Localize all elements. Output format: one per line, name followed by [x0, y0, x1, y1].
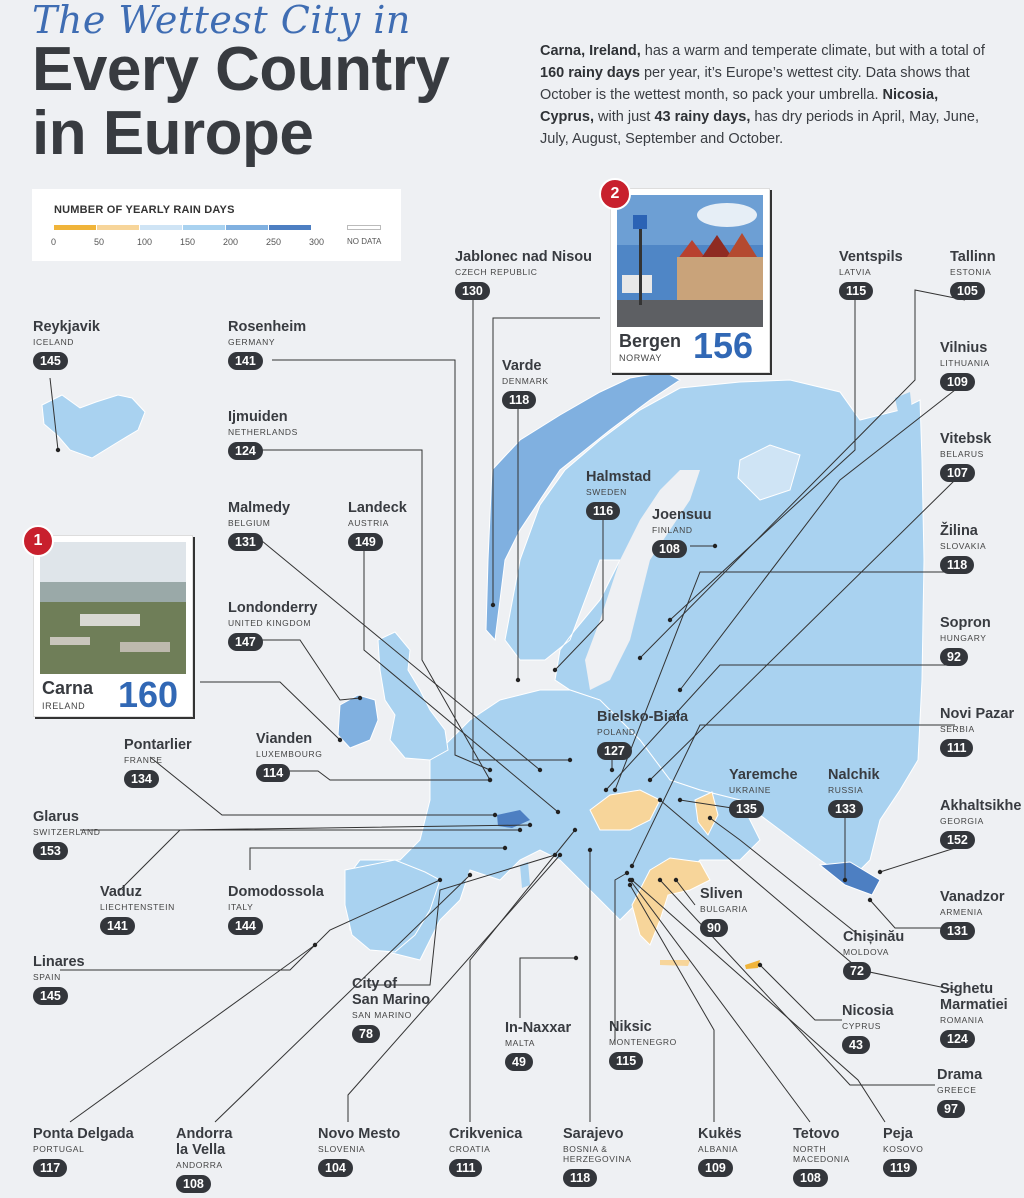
rain-days-badge: 111	[449, 1159, 482, 1177]
country-name: PORTUGAL	[33, 1144, 85, 1154]
legend-tick-label: 300	[309, 237, 325, 247]
featured-card-bergen	[610, 188, 770, 373]
city-label-sanmarino	[352, 976, 430, 1043]
country-name: ANDORRA	[176, 1160, 223, 1170]
legend-tick-label: 0	[51, 237, 57, 247]
rain-days-badge: 130	[455, 282, 490, 300]
city-dot-vianden	[488, 778, 492, 782]
city-name: Kukës	[698, 1126, 742, 1142]
city-name: Landeck	[348, 500, 407, 516]
city-name: Vilnius	[940, 340, 988, 356]
country-name: BELARUS	[940, 449, 984, 459]
baltic-island	[895, 392, 912, 412]
rain-days-badge: 116	[586, 502, 620, 520]
city-dot-linares	[438, 878, 442, 882]
featured-city-name: Carna	[42, 678, 94, 698]
city-name: City of San Marino	[352, 976, 431, 1008]
leader-line-nicosia	[760, 965, 842, 1020]
rain-days-badge: 118	[563, 1169, 597, 1187]
city-label-ijmuiden	[228, 409, 298, 460]
country-name: CROATIA	[449, 1144, 491, 1154]
city-dot-malmedy	[538, 768, 542, 772]
city-label-reykjavik	[33, 319, 100, 370]
city-name: Tetovo	[793, 1126, 840, 1142]
city-label-novomesto	[318, 1126, 400, 1177]
city-dot-varde	[516, 678, 520, 682]
rain-days-badge: 43	[842, 1036, 870, 1054]
rain-days-badge: 118	[502, 391, 536, 409]
city-name: Tallinn	[950, 249, 996, 265]
city-dot-tallinn	[638, 656, 642, 660]
city-label-pontarlier	[124, 737, 192, 788]
country-name: ESTONIA	[950, 267, 992, 277]
city-dot-novomesto	[558, 853, 562, 857]
city-dot-nicosia	[758, 963, 762, 967]
city-name: Bielsko-Biała	[597, 709, 689, 725]
city-dot-sanmarino	[553, 853, 557, 857]
country-name: MOLDOVA	[843, 947, 890, 957]
city-label-londonderry	[228, 600, 317, 651]
country-name: ROMANIA	[940, 1015, 984, 1025]
city-name: Yaremche	[729, 767, 798, 783]
country-name: MONTENEGRO	[609, 1037, 677, 1047]
carna-photo	[40, 542, 186, 674]
city-label-chisinau	[843, 929, 904, 980]
rain-days-badge: 149	[348, 533, 383, 551]
city-name: Žilina	[940, 523, 978, 539]
rain-days-badge: 153	[33, 842, 68, 860]
rain-days-badge: 117	[33, 1159, 67, 1177]
city-name: Andorra la Vella	[176, 1126, 233, 1158]
country-name: ALBANIA	[698, 1144, 739, 1154]
city-dot-innaxxar	[574, 956, 578, 960]
city-name: Akhaltsikhe	[940, 798, 1022, 814]
country-name: CYPRUS	[842, 1021, 882, 1031]
featured-city-name: Bergen	[619, 331, 682, 351]
rain-days-badge: 135	[729, 800, 764, 818]
country-name: CZECH REPUBLIC	[455, 267, 538, 277]
city-label-tetovo	[793, 1126, 850, 1187]
leader-line-rosenheim	[272, 360, 490, 770]
country-name: SAN MARINO	[352, 1010, 412, 1020]
city-name: Drama	[937, 1067, 983, 1083]
featured-card-carna	[33, 535, 193, 717]
rain-days-badge: 111	[940, 739, 973, 757]
city-label-glarus	[33, 809, 101, 860]
country-name: BOSNIA & HERZEGOVINA	[563, 1144, 632, 1164]
script-title: The Wettest City in	[32, 0, 411, 42]
city-name: Sliven	[700, 886, 743, 902]
country-name: LATVIA	[839, 267, 872, 277]
city-label-pontadelgada	[33, 1126, 134, 1177]
country-name: GREECE	[937, 1085, 977, 1095]
leader-line-peja	[632, 880, 885, 1122]
rain-days-badge: 109	[698, 1159, 733, 1177]
city-name: Novi Pazar	[940, 706, 1015, 722]
country-name: POLAND	[597, 727, 636, 737]
city-dot-vilnius	[678, 688, 682, 692]
city-label-drama	[937, 1067, 982, 1118]
city-dot-niksic	[625, 871, 629, 875]
city-label-nicosia	[842, 1003, 894, 1054]
country-name: BELGIUM	[228, 518, 271, 528]
great-britain-shape	[378, 632, 448, 760]
legend-tick-label: 250	[266, 237, 282, 247]
city-name: Vianden	[256, 731, 313, 747]
city-label-vianden	[256, 731, 322, 782]
rain-days-badge: 127	[597, 742, 632, 760]
featured-rain-days: 156	[693, 325, 754, 366]
city-dot-halmstad	[553, 668, 557, 672]
city-label-bielsko	[597, 709, 688, 760]
featured-country-name: IRELAND	[42, 701, 86, 711]
city-name: Novo Mesto	[318, 1126, 401, 1142]
rain-days-badge: 115	[839, 282, 873, 300]
page-title-line1: Every Country	[32, 35, 450, 104]
intro-run: per year, it’s Europe’s wettest city. Data shows that October is the wettest month, so pack your umbrella.	[540, 65, 970, 103]
country-name: MALTA	[505, 1038, 536, 1048]
country-name: SERBIA	[940, 724, 975, 734]
country-name: HUNGARY	[940, 633, 987, 643]
country-name: FINLAND	[652, 525, 693, 535]
leader-line-innaxxar	[520, 958, 576, 1018]
city-name: Malmedy	[228, 500, 291, 516]
rain-days-badge: 108	[176, 1175, 211, 1193]
city-name: Glarus	[33, 809, 79, 825]
rain-days-badge: 119	[883, 1159, 917, 1177]
city-label-halmstad	[586, 469, 651, 520]
intro-run: has a warm and temperate climate, but with a total of	[640, 43, 985, 59]
city-name: Jablonec nad Nisou	[455, 249, 592, 265]
city-name: Domodossola	[228, 884, 324, 900]
country-name: ICELAND	[33, 337, 75, 347]
city-dot-glarus	[518, 828, 522, 832]
city-label-vilnius	[940, 340, 990, 391]
city-label-linares	[33, 954, 85, 1005]
city-name: Linares	[33, 954, 85, 970]
city-dot-ventspils	[668, 618, 672, 622]
rain-days-badge: 134	[124, 770, 159, 788]
city-dot-joensuu	[713, 544, 717, 548]
leader-line-akhaltsikhe	[880, 848, 955, 872]
rain-days-badge: 78	[352, 1025, 380, 1043]
intro-run: with just	[594, 109, 655, 125]
city-name: Londonderry	[228, 600, 318, 616]
city-name: Vaduz	[100, 884, 142, 900]
city-label-yaremche	[729, 767, 798, 818]
city-dot-bergen	[491, 603, 495, 607]
rain-days-badge: 90	[700, 919, 728, 937]
country-name: NETHERLANDS	[228, 427, 298, 437]
city-dot-novipazar	[630, 864, 634, 868]
city-dot-vanadzor	[868, 898, 872, 902]
ireland-shape	[338, 695, 378, 748]
city-label-jablonec	[455, 249, 592, 300]
city-dot-zilina	[613, 788, 617, 792]
rain-days-badge: 104	[318, 1159, 353, 1177]
legend-tick-label: 200	[223, 237, 239, 247]
rain-days-badge: 145	[33, 987, 68, 1005]
city-label-zilina	[940, 523, 986, 574]
rain-days-badge: 131	[940, 922, 975, 940]
rain-days-badge: 105	[950, 282, 985, 300]
city-label-vanadzor	[940, 889, 1004, 940]
rain-days-badge: 147	[228, 633, 263, 651]
country-name: SPAIN	[33, 972, 61, 982]
city-label-nalchik	[828, 767, 880, 818]
city-label-novipazar	[940, 706, 1014, 757]
cyprus-shape	[745, 960, 760, 969]
country-name: UNITED KINGDOM	[228, 618, 312, 628]
city-dot-crikvenica	[573, 828, 577, 832]
city-label-vaduz	[100, 884, 175, 935]
featured-rain-days: 160	[118, 674, 179, 715]
city-label-innaxxar	[505, 1020, 571, 1071]
city-label-akhaltsikhe	[940, 798, 1021, 849]
city-name: Halmstad	[586, 469, 652, 485]
city-dot-vaduz	[528, 823, 532, 827]
country-name: SLOVENIA	[318, 1144, 366, 1154]
city-label-crikvenica	[449, 1126, 522, 1177]
city-name: Peja	[883, 1126, 913, 1142]
city-label-ventspils	[839, 249, 903, 300]
city-name: Sighetu Marmatiei	[940, 981, 1008, 1013]
city-dot-drama	[658, 878, 662, 882]
rain-days-badge: 108	[652, 540, 687, 558]
country-name: UKRAINE	[729, 785, 771, 795]
city-dot-peja	[630, 878, 634, 882]
city-name: Ventspils	[839, 249, 903, 265]
country-name: KOSOVO	[883, 1144, 924, 1154]
sardinia-shape	[520, 862, 530, 888]
city-dot-reykjavik	[56, 448, 60, 452]
country-name: ARMENIA	[940, 907, 983, 917]
city-label-peja	[883, 1126, 923, 1177]
rank-badge-1: 1	[22, 525, 54, 557]
rain-days-badge: 114	[256, 764, 290, 782]
rain-days-badge: 49	[505, 1053, 533, 1071]
city-name: Nicosia	[842, 1003, 894, 1019]
city-name: Vitebsk	[940, 431, 992, 447]
intro-run: has dry periods in April, May, June, July, August, September and October.	[540, 109, 979, 147]
country-name: LIECHTENSTEIN	[100, 902, 175, 912]
city-dot-akhaltsikhe	[878, 870, 882, 874]
city-dot-landeck	[556, 810, 560, 814]
bergen-photo	[617, 195, 763, 327]
city-dot-vitebsk	[648, 778, 652, 782]
rain-days-badge: 144	[228, 917, 263, 935]
city-name: Pontarlier	[124, 737, 192, 753]
city-name: Crikvenica	[449, 1126, 523, 1142]
city-label-sighetu	[940, 981, 1008, 1048]
leader-line-pontadelgada	[70, 945, 315, 1122]
rain-days-badge: 152	[940, 831, 975, 849]
city-name: Varde	[502, 358, 542, 374]
city-name: Rosenheim	[228, 319, 307, 335]
rain-days-badge: 108	[793, 1169, 828, 1187]
city-label-niksic	[609, 1019, 677, 1070]
city-dot-pontarlier	[493, 813, 497, 817]
city-name: Sarajevo	[563, 1126, 624, 1142]
rain-days-badge: 107	[940, 464, 975, 482]
city-label-andorra	[176, 1126, 232, 1193]
city-name: Vanadzor	[940, 889, 1005, 905]
rain-days-badge: 92	[940, 648, 968, 666]
city-label-domodossola	[228, 884, 324, 935]
city-name: Joensuu	[652, 507, 712, 523]
legend-title: NUMBER OF YEARLY RAIN DAYS	[54, 204, 235, 216]
legend-tick-label: 50	[94, 237, 105, 247]
city-dot-chisinau	[708, 816, 712, 820]
country-name: SWEDEN	[586, 487, 627, 497]
city-dot-yaremche	[678, 798, 682, 802]
city-name: Sopron	[940, 615, 991, 631]
city-dot-bielsko	[610, 768, 614, 772]
city-dot-carna	[338, 738, 342, 742]
rain-days-badge: 109	[940, 373, 975, 391]
city-dot-kukes	[628, 883, 632, 887]
city-dot-domodossola	[503, 846, 507, 850]
city-name: Nalchik	[828, 767, 880, 783]
intro-run: Nicosia, Cyprus,	[540, 87, 939, 125]
country-name: AUSTRIA	[348, 518, 390, 528]
city-name: Ponta Delgada	[33, 1126, 134, 1142]
country-name: NORTH MACEDONIA	[793, 1144, 850, 1164]
city-name: Ijmuiden	[228, 409, 288, 425]
rain-days-badge: 115	[609, 1052, 643, 1070]
city-dot-sliven	[674, 878, 678, 882]
rain-days-badge: 118	[940, 556, 974, 574]
city-dot-rosenheim	[488, 768, 492, 772]
city-name: Chișinău	[843, 929, 905, 945]
city-label-varde	[502, 358, 549, 409]
city-label-joensuu	[652, 507, 712, 558]
country-name: GERMANY	[228, 337, 276, 347]
country-name: LITHUANIA	[940, 358, 990, 368]
city-name: Niksic	[609, 1019, 652, 1035]
rain-days-badge: 131	[228, 533, 263, 551]
rain-days-badge: 141	[100, 917, 135, 935]
country-name: DENMARK	[502, 376, 549, 386]
featured-country-name: NORWAY	[619, 353, 662, 363]
country-name: FRANCE	[124, 755, 163, 765]
rain-days-badge: 124	[228, 442, 263, 460]
country-name: SWITZERLAND	[33, 827, 101, 837]
country-name: ITALY	[228, 902, 254, 912]
rain-days-badge: 72	[843, 962, 871, 980]
intro-run: Carna, Ireland,	[540, 43, 641, 59]
page-title-line2: in Europe	[32, 99, 314, 168]
city-name: In-Naxxar	[505, 1020, 572, 1036]
rain-days-badge: 133	[828, 800, 863, 818]
city-dot-londonderry	[358, 696, 362, 700]
country-name: BULGARIA	[700, 904, 748, 914]
city-dot-jablonec	[568, 758, 572, 762]
rain-days-badge: 124	[940, 1030, 975, 1048]
rain-days-badge: 141	[228, 352, 263, 370]
city-label-kukes	[698, 1126, 742, 1177]
country-name: LUXEMBOURG	[256, 749, 323, 759]
city-dot-nalchik	[843, 878, 847, 882]
city-label-tallinn	[950, 249, 996, 300]
city-label-landeck	[348, 500, 407, 551]
georgia-shape	[820, 862, 880, 895]
city-dot-sarajevo	[588, 848, 592, 852]
city-label-rosenheim	[228, 319, 306, 370]
city-dot-andorra	[468, 873, 472, 877]
city-label-malmedy	[228, 500, 290, 551]
intro-run: 160 rainy days	[540, 65, 640, 81]
legend-tick-label: 100	[137, 237, 153, 247]
city-name: Reykjavik	[33, 319, 100, 335]
city-label-sopron	[940, 615, 991, 666]
country-name: RUSSIA	[828, 785, 864, 795]
intro-run: 43 rainy days,	[654, 109, 751, 125]
rain-days-badge: 145	[33, 352, 68, 370]
city-dot-pontadelgada	[313, 943, 317, 947]
city-label-sliven	[700, 886, 748, 937]
city-dot-sighetu	[658, 798, 662, 802]
city-label-sarajevo	[563, 1126, 631, 1187]
country-name: SLOVAKIA	[940, 541, 987, 551]
legend-nodata-label: NO DATA	[347, 237, 382, 246]
country-name: GEORGIA	[940, 816, 984, 826]
city-label-vitebsk	[940, 431, 991, 482]
rain-days-badge: 97	[937, 1100, 965, 1118]
rank-badge-2: 2	[599, 178, 631, 210]
city-dot-sopron	[604, 788, 608, 792]
legend-tick-label: 150	[180, 237, 196, 247]
